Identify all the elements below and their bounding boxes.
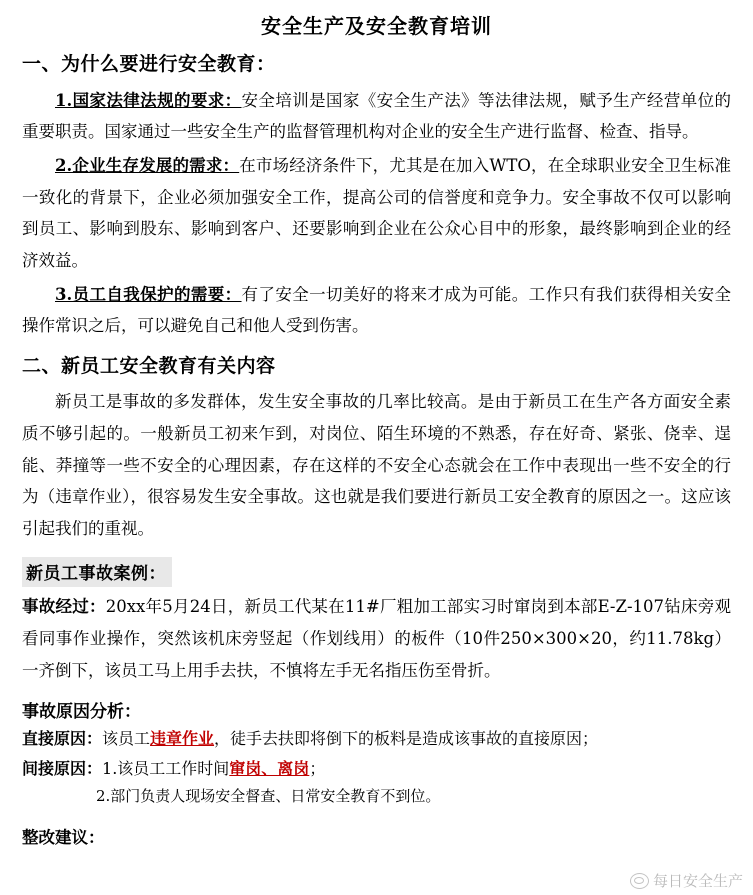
- case-process-paragraph: [22, 591, 731, 688]
- direct-cause-text-post: ，徒手去扶即将倒下的板料是造成该事故的直接原因；: [214, 729, 599, 749]
- case-process-label: 事故经过：: [22, 596, 106, 616]
- watermark-text: 每日安全生产: [652, 872, 743, 890]
- case-section-label: 新员工事故案例：: [22, 557, 172, 587]
- cause-analysis-title: 事故原因分析：: [22, 702, 141, 723]
- paragraph-text-1-2: 在市场经济条件下，尤其是在加入WTO，在全球职业安全卫生标准一致化的背景下，企业必须加强安全工作，提高公司的信誉度和竞争力。安全事故不仅可以影响到员工、影响到股东、影响到客户、还要影响到企业在公众心目中的形象，最终影响到企业的经济效益。: [22, 155, 731, 270]
- paragraph-lead-1-2: 2.企业生存发展的需求：: [55, 155, 240, 175]
- paragraph-2-1: [22, 386, 731, 544]
- advice-title: 整改建议：: [22, 828, 105, 848]
- paragraph-1-2: [22, 150, 731, 277]
- case-process-text: 20xx年5月24日，新员工代某在11#厂粗加工部实习时窜岗到本部E-Z-107钻床旁观看同事作业操作，突然该机床旁竖起（作划线用）的板件（10件250×300×20，约11.78kg）一齐倒下，该员工马上用手去扶，不慎将左手无名指压伤至骨折。: [22, 596, 731, 681]
- direct-cause-text-pre: 该员工: [102, 729, 151, 749]
- paragraph-lead-1-1: 1.国家法律法规的要求：: [55, 90, 242, 110]
- direct-cause-text-highlight: 违章作业: [150, 729, 215, 749]
- paragraph-text-1-1: 安全培训是国家《安全生产法》等法律法规，赋予生产经营单位的重要职责。国家通过一些安全生产的监督管理机构对企业的安全生产进行监督、检查、指导。: [22, 90, 731, 142]
- indirect-cause-item-1-highlight: 窜岗、离岗: [229, 758, 310, 778]
- paragraph-text-2-1: 新员工是事故的多发群体，发生安全事故的几率比较高。是由于新员工在生产各方面安全素质不够引起的。一般新员工初来乍到，对岗位、陌生环境的不熟悉，存在好奇、紧张、侥幸、逞能、莽撞等一些不安全的心理因素，存在这样的不安全心态就会在工作中表现出一些不安全的行为（违章作业），很容易发生安全事故。这也就是我们要进行新员工安全教育的原因之一。这应该引起我们的重视。: [22, 392, 731, 539]
- paragraph-1-1: [22, 85, 731, 148]
- paragraph-1-3: [22, 279, 731, 342]
- indirect-cause-item-1-pre: 1.该员工工作时间: [102, 758, 230, 778]
- paragraph-text-1-3: 有了安全一切美好的将来才成为可能。工作只有我们获得相关安全操作常识之后，可以避免自己和他人受到伤害。: [22, 284, 731, 336]
- indirect-cause-item-1-post: ；: [309, 758, 326, 778]
- page-title: 安全生产及安全教育培训: [261, 14, 492, 38]
- section-heading-1: 一、为什么要进行安全教育：: [22, 53, 276, 75]
- indirect-cause-line: [22, 754, 731, 784]
- paragraph-lead-1-3: 3.员工自我保护的需要：: [55, 284, 242, 304]
- direct-cause-line: [22, 724, 731, 754]
- section-heading-2: 二、新员工安全教育有关内容: [22, 354, 276, 377]
- indirect-cause-item-2: 2.部门负责人现场安全督查、日常安全教育不到位。: [96, 787, 441, 806]
- wechat-icon: [630, 873, 649, 889]
- watermark: [630, 870, 743, 891]
- indirect-cause-label: 间接原因：: [22, 758, 103, 778]
- direct-cause-label: 直接原因：: [22, 729, 103, 749]
